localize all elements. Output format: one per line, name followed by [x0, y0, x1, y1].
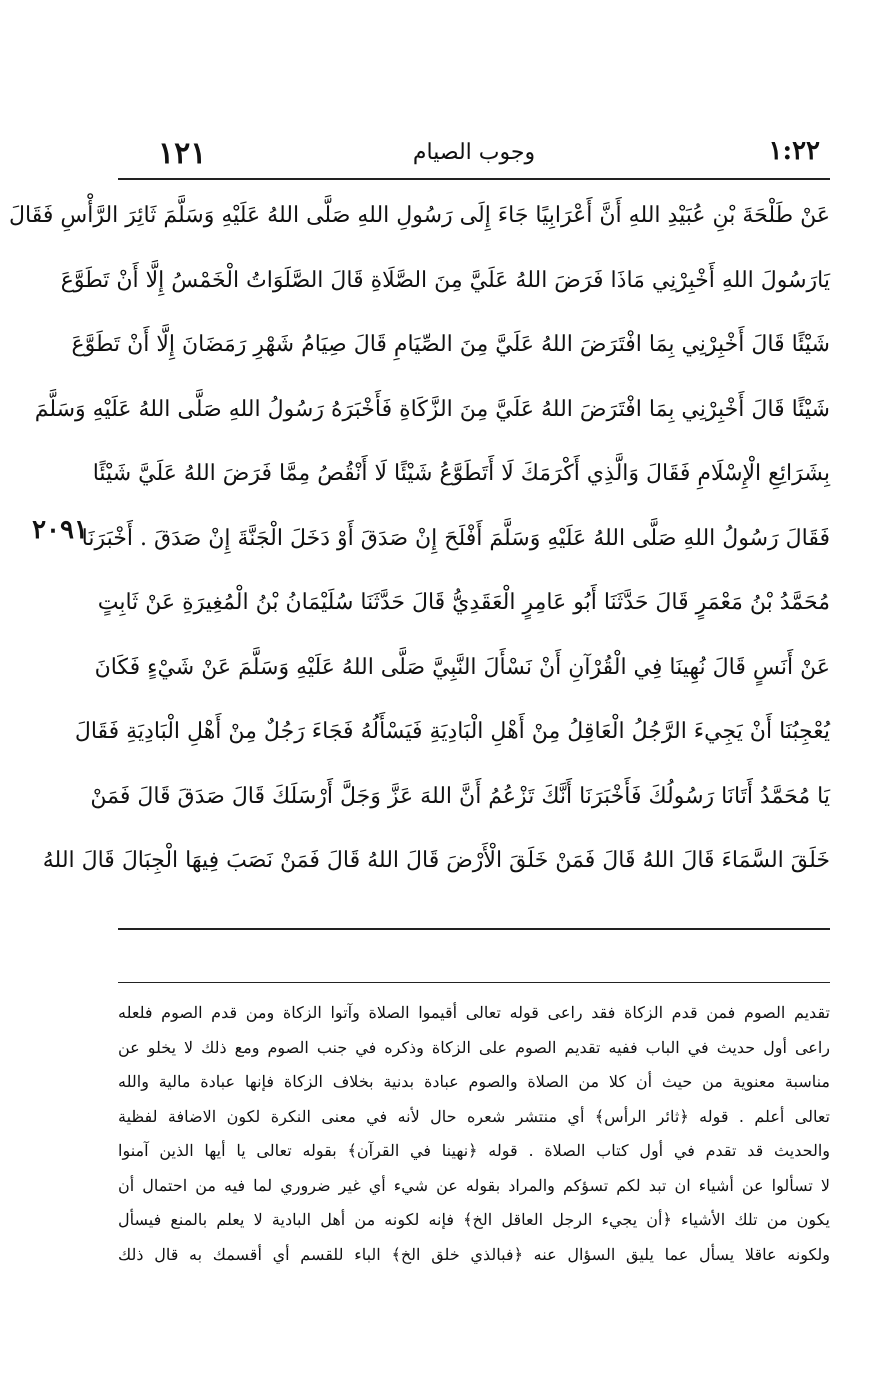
- note-line: تقديم الصوم فمن قدم الزكاة فقد راعى قوله تعالى أقيموا الصلاة وآتوا الزكاة ومن قدم الصوم فلعله: [118, 1003, 830, 1022]
- page-number: ١٢١: [158, 136, 207, 171]
- main-line: شَيْئًا قَالَ أَخْبِرْنِي بِمَا افْتَرَضَ اللهُ عَلَيَّ مِنَ الزَّكَاةِ فَأَخْبَرَهُ رَسُولُ اللهِ صَلَّى اللهُ عَلَيْهِ وَسَلَّمَ: [34, 396, 830, 422]
- note-line: ولكونه عاقلا يسأل عما يليق السؤال عنه ﴿فبالذي خلق الخ﴾ الباء للقسم أي أقسمك به قال ذلك: [118, 1244, 830, 1264]
- note-line: تعالى أعلم . قوله ﴿ثائر الرأس﴾ أي منتشر شعره حال لأنه في معنى النكرة لكون الاضافة لفظية: [118, 1106, 830, 1126]
- main-line: مُحَمَّدُ بْنُ مَعْمَرٍ قَالَ حَدَّثَنَا أَبُو عَامِرٍ الْعَقَدِيُّ قَالَ حَدَّثَنَا سُلَيْمَانُ بْنُ الْمُغِيرَةِ عَنْ ثَابِتٍ: [97, 590, 830, 615]
- note-line: مناسبة معنوية من حيث أن كلا من الصلاة والصوم عبادة بدنية بخلاف الزكاة فإنها عبادة مالية والله: [118, 1072, 830, 1091]
- main-line: عَنْ أَنَسٍ قَالَ نُهِينَا فِي الْقُرْآنِ أَنْ نَسْأَلَ النَّبِيَّ صَلَّى اللهُ عَلَيْهِ وَسَلَّمَ عَنْ شَيْءٍ فَكَانَ: [94, 654, 830, 680]
- note-line: لا تسألوا عن أشياء ان تبد لكم تسؤكم والمراد بقوله عن شيء أي غير ضروري لما فيه من احتمال أن: [118, 1175, 830, 1195]
- main-line: خَلَقَ السَّمَاءَ قَالَ اللهُ قَالَ فَمَنْ خَلَقَ الْأَرْضَ قَالَ اللهُ قَالَ فَمَنْ نَصَبَ فِيهَا الْجِبَالَ قَالَ اللهُ: [42, 848, 830, 873]
- hadith-number: ٢٠٩١: [32, 515, 88, 545]
- main-text-end-rule: [118, 928, 830, 930]
- main-line: شَيْئًا قَالَ أَخْبِرْنِي بِمَا افْتَرَضَ اللهُ عَلَيَّ مِنَ الصِّيَامِ قَالَ صِيَامُ شَهْرِ رَمَضَانَ إِلَّا أَنْ تَطَوَّعَ: [71, 332, 830, 357]
- commentary-notes: [118, 996, 830, 1272]
- main-line: فَقَالَ رَسُولُ اللهِ صَلَّى اللهُ عَلَيْهِ وَسَلَّمَ أَفْلَحَ إِنْ صَدَقَ أَوْ دَخَلَ الْجَنَّةَ إِنْ صَدَقَ . أَخْبَرَنَا: [81, 525, 830, 551]
- footnote-rule: [118, 982, 830, 983]
- note-line: والحديث قد تقدم في أول كتاب الصلاة . قوله ﴿نهينا في القرآن﴾ بقوله تعالى يا أيها الذين آمنوا: [118, 1141, 830, 1160]
- page-header: [118, 136, 830, 176]
- main-line: يُعْجِبُنَا أَنْ يَجِيءَ الرَّجُلُ الْعَاقِلُ مِنْ أَهْلِ الْبَادِيَةِ فَيَسْأَلُهُ فَجَاءَ رَجُلٌ مِنْ أَهْلِ الْبَادِيَةِ فَقَالَ: [74, 719, 830, 744]
- main-line: بِشَرَائِعِ الْإِسْلَامِ فَقَالَ وَالَّذِي أَكْرَمَكَ لَا أَتَطَوَّعُ شَيْئًا لَا أَنْقُصُ مِمَّا فَرَضَ اللهُ عَلَيَّ شَيْئًا: [92, 461, 830, 486]
- note-line: راعى أول حديث في الباب ففيه تقديم الصوم على الزكاة وذكره في جنب الصوم ومع ذلك لا يخلو عن: [118, 1037, 830, 1057]
- main-line: يَا مُحَمَّدُ أَتَانَا رَسُولُكَ فَأَخْبَرَنَا أَنَّكَ تَزْعُمُ أَنَّ اللهَ عَزَّ وَجَلَّ أَرْسَلَكَ قَالَ صَدَقَ قَالَ فَمَنْ: [90, 783, 830, 809]
- header-rule: [118, 178, 830, 180]
- main-line: عَنْ طَلْحَةَ بْنِ عُبَيْدِ اللهِ أَنَّ أَعْرَابِيًا جَاءَ إِلَى رَسُولِ اللهِ صَلَّى اللهُ عَلَيْهِ وَسَلَّمَ ثَائِرَ الرَّأْسِ فَقَالَ: [9, 203, 830, 228]
- page-title: وجوب الصيام: [412, 140, 536, 165]
- volume-page-ref: ١:٢٢: [768, 136, 820, 166]
- note-line: يكون من تلك الأشياء ﴿أن يجيء الرجل العاقل الخ﴾ فإنه لكونه من أهل البادية لا يعلم بالمنع فيسأل: [118, 1210, 830, 1229]
- main-line: يَارَسُولَ اللهِ أَخْبِرْنِي مَاذَا فَرَضَ اللهُ عَلَيَّ مِنَ الصَّلَاةِ قَالَ الصَّلَوَاتُ الْخَمْسُ إِلَّا أَنْ تَطَوَّعَ: [60, 267, 830, 293]
